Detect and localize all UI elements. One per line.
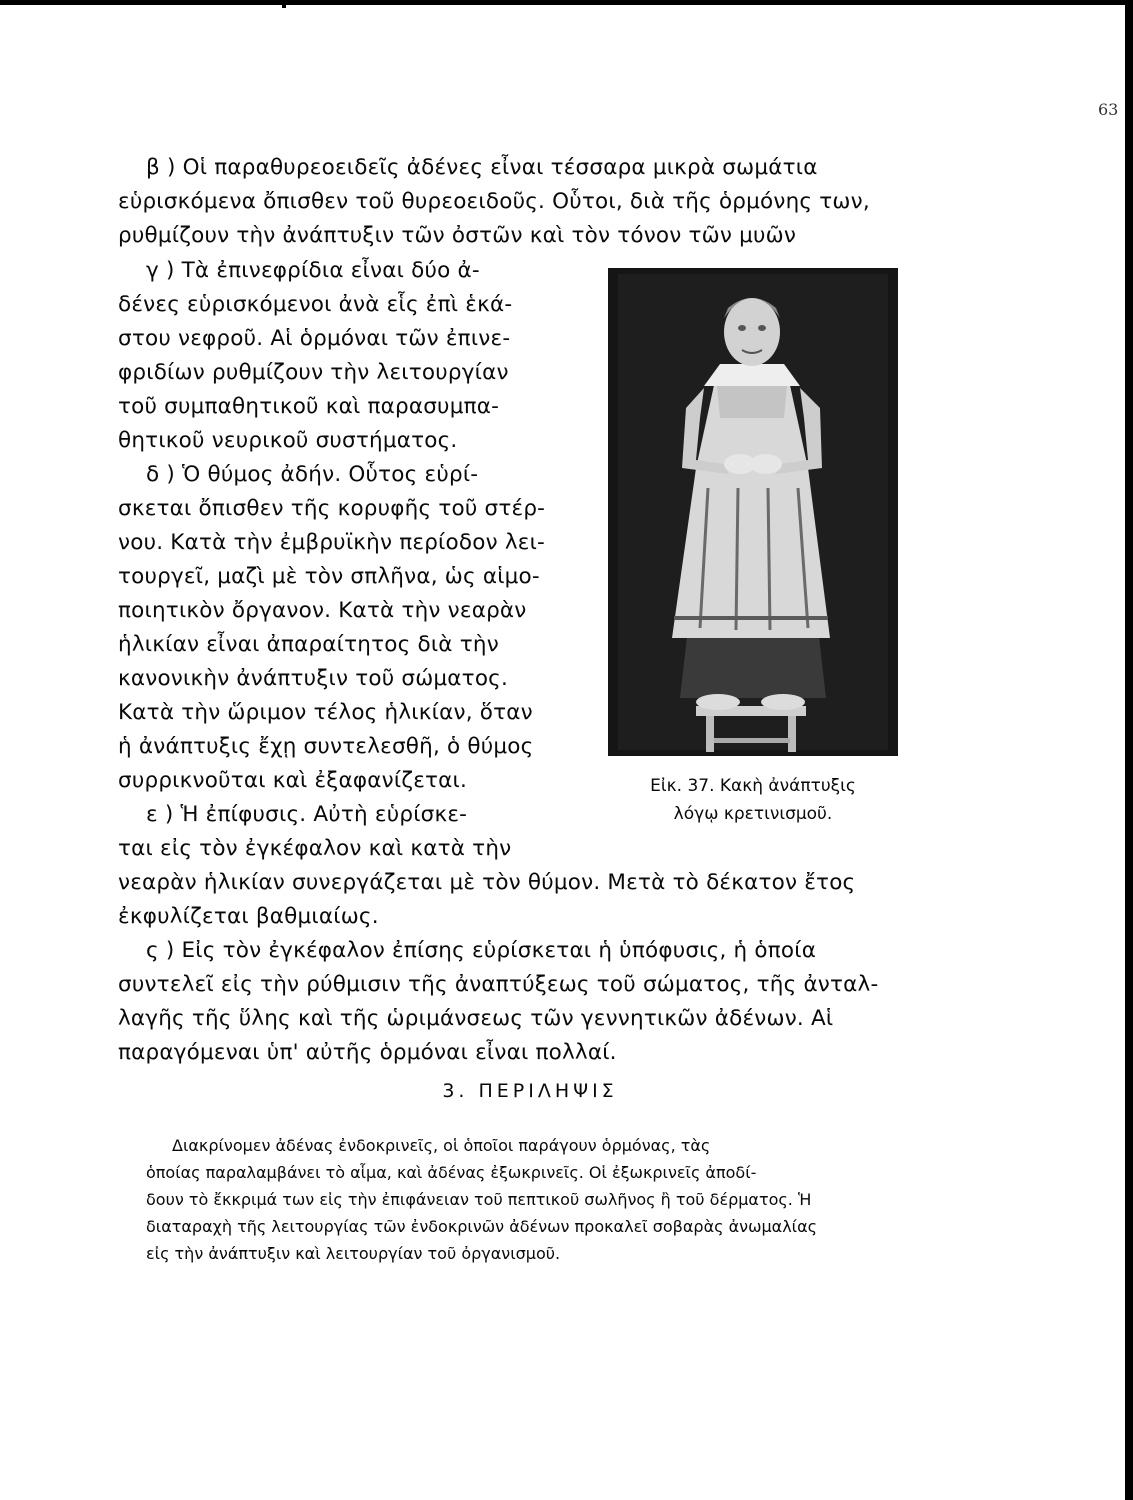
body-line: τουργεῖ, μαζὶ μὲ τὸν σπλῆνα, ὡς αἱμο- [118, 564, 540, 589]
page-number: 63 [1098, 100, 1119, 119]
summary-line: δουν τὸ ἔκκριμά των εἰς τὴν ἐπιφάνειαν τοῦ πεπτικοῦ σωλῆνος ἢ τοῦ δέρματος. Ἡ [146, 1190, 812, 1209]
body-line: συρρικνοῦται καὶ ἐξαφανίζεται. [118, 768, 468, 793]
figure-photo [608, 268, 898, 756]
summary-line: ὁποίας παραλαμβάνει τὸ αἷμα, καὶ ἀδένας ἐξωκρινεῖς. Οἱ ἐξωκρινεῖς ἀποδί- [146, 1163, 757, 1182]
scan-right-edge [1125, 0, 1133, 1500]
body-line: τοῦ συμπαθητικοῦ καὶ παρασυμπα- [118, 394, 500, 419]
body-line: συντελεῖ εἰς τὴν ρύθμισιν τῆς ἀναπτύξεως τοῦ σώματος, τῆς ἀνταλ- [118, 972, 879, 997]
body-line: εὑρισκόμενα ὄπισθεν τοῦ θυρεοειδοῦς. Οὗτοι, διὰ τῆς ὁρμόνης των, [118, 189, 870, 214]
body-line: ἐκφυλίζεται βαθμιαίως. [118, 904, 379, 929]
body-line: στου νεφροῦ. Αἱ ὁρμόναι τῶν ἐπινε- [118, 326, 511, 351]
figure-caption: λόγῳ κρετινισμοῦ. [673, 804, 833, 824]
body-line: δένες εὑρισκόμενοι ἀνὰ εἷς ἐπὶ ἑκά- [118, 292, 513, 317]
body-line: φριδίων ρυθμίζουν τὴν λειτουργίαν [118, 360, 509, 385]
body-line: ποιητικὸν ὄργανον. Κατὰ τὴν νεαρὰν [118, 598, 527, 623]
body-line: ε ) Ἡ ἐπίφυσις. Αὐτὴ εὑρίσκε- [146, 802, 468, 827]
summary-line: διαταραχὴ τῆς λειτουργίας τῶν ἐνδοκρινῶν ἀδένων προκαλεῖ σοβαρὰς ἀνωμαλίας [146, 1217, 818, 1236]
body-line: λαγῆς τῆς ὕλης καὶ τῆς ὡριμάνσεως τῶν γεννητικῶν ἀδένων. Αἱ [118, 1006, 834, 1031]
scan-mark [282, 4, 286, 8]
body-line: Κατὰ τὴν ὥριμον τέλος ἡλικίαν, ὅταν [118, 700, 533, 725]
body-line: ἡ ἀνάπτυξις ἔχῃ συντελεσθῆ, ὁ θύμος [118, 734, 534, 759]
body-line: σκεται ὄπισθεν τῆς κορυφῆς τοῦ στέρ- [118, 496, 546, 521]
body-line: παραγόμεναι ὑπ' αὐτῆς ὁρμόναι εἶναι πολλαί. [118, 1040, 617, 1065]
girl-standing-illustration [608, 268, 898, 756]
scan-top-edge [0, 0, 1133, 5]
section-title: 3. ΠΕΡΙΛΗΨΙΣ [442, 1080, 618, 1102]
body-line: ς ) Εἰς τὸν ἐγκέφαλον ἐπίσης εὑρίσκεται ἡ ὑπόφυσις, ἡ ὁποία [146, 938, 817, 963]
body-line: θητικοῦ νευρικοῦ συστήματος. [118, 428, 458, 453]
summary-line: Διακρίνομεν ἀδένας ἐνδοκρινεῖς, οἱ ὁποῖοι παράγουν ὁρμόνας, τὰς [172, 1136, 711, 1155]
body-line: κανονικὴν ἀνάπτυξιν τοῦ σώματος. [118, 666, 509, 691]
body-line: ἡλικίαν εἶναι ἀπαραίτητος διὰ τὴν [118, 632, 499, 657]
body-line: ρυθμίζουν τὴν ἀνάπτυξιν τῶν ὀστῶν καὶ τὸν τόνον τῶν μυῶν [118, 223, 797, 248]
body-line: δ ) Ὁ θύμος ἀδήν. Οὗτος εὑρί- [146, 462, 479, 487]
figure-caption: Εἰκ. 37. Κακὴ ἀνάπτυξις [650, 776, 856, 796]
body-line: γ ) Τὰ ἐπινεφρίδια εἶναι δύο ἀ- [146, 258, 480, 283]
body-line: νου. Κατὰ τὴν ἐμβρυϊκὴν περίοδον λει- [118, 530, 546, 555]
body-line: ται εἰς τὸν ἐγκέφαλον καὶ κατὰ τὴν [118, 836, 512, 861]
body-line: β ) Οἱ παραθυρεοειδεῖς ἀδένες εἶναι τέσσαρα μικρὰ σωμάτια [146, 155, 818, 180]
summary-line: εἰς τὴν ἀνάπτυξιν καὶ λειτουργίαν τοῦ ὀργανισμοῦ. [146, 1244, 561, 1263]
body-line: νεαρὰν ἡλικίαν συνεργάζεται μὲ τὸν θύμον. Μετὰ τὸ δέκατον ἔτος [118, 870, 856, 895]
